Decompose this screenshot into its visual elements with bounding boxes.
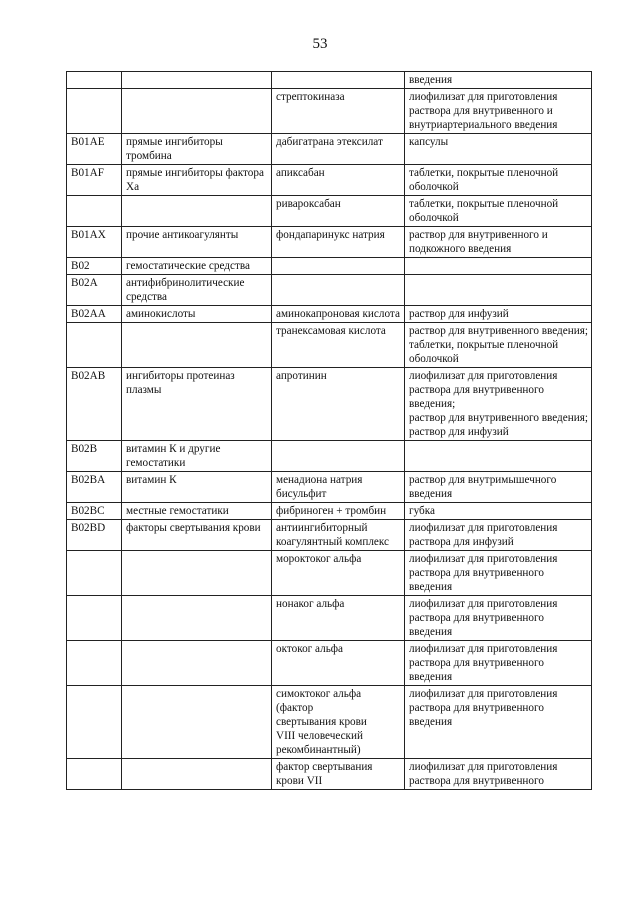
atc-code-cell: B02B xyxy=(67,441,122,472)
dosage-form-cell: лиофилизат для приготовления раствора для внутривенного введения xyxy=(405,686,592,759)
dosage-form-cell: раствор для внутримышечного введения xyxy=(405,472,592,503)
atc-code-cell: B01AX xyxy=(67,227,122,258)
table-row xyxy=(67,686,592,759)
dosage-form-cell: лиофилизат для приготовления раствора для внутривенного xyxy=(405,759,592,790)
anatomical-group-cell: факторы свертывания крови xyxy=(122,520,272,551)
drug-name-cell: симоктоког альфа (фактор свертывания крови VIII человеческий рекомбинантный) xyxy=(272,686,405,759)
drug-name-cell: дабигатрана этексилат xyxy=(272,134,405,165)
atc-code-cell: B01AE xyxy=(67,134,122,165)
drug-name-cell xyxy=(272,275,405,306)
drug-name-cell: стрептокиназа xyxy=(272,89,405,134)
anatomical-group-cell: витамин К xyxy=(122,472,272,503)
atc-code-cell: B02BA xyxy=(67,472,122,503)
table-row xyxy=(67,641,592,686)
table-row xyxy=(67,165,592,196)
anatomical-group-cell xyxy=(122,551,272,596)
dosage-form-cell xyxy=(405,275,592,306)
anatomical-group-cell xyxy=(122,686,272,759)
dosage-form-cell: раствор для внутривенного введения; таблетки, покрытые пленочной оболочкой xyxy=(405,323,592,368)
dosage-form-cell: губка xyxy=(405,503,592,520)
atc-code-cell: B02AB xyxy=(67,368,122,441)
drug-name-cell: фактор свертывания крови VII xyxy=(272,759,405,790)
table-row xyxy=(67,551,592,596)
table-row xyxy=(67,275,592,306)
drug-name-cell: фибриноген + тромбин xyxy=(272,503,405,520)
table-row xyxy=(67,472,592,503)
anatomical-group-cell xyxy=(122,72,272,89)
table-row xyxy=(67,134,592,165)
drug-name-cell: мороктоког альфа xyxy=(272,551,405,596)
atc-code-cell: B02 xyxy=(67,258,122,275)
dosage-form-cell: лиофилизат для приготовления раствора для внутривенного введения xyxy=(405,596,592,641)
atc-code-cell xyxy=(67,323,122,368)
atc-code-cell: B02A xyxy=(67,275,122,306)
table-row xyxy=(67,258,592,275)
atc-code-cell: B01AF xyxy=(67,165,122,196)
table-row xyxy=(67,89,592,134)
drug-table xyxy=(66,71,592,790)
drug-name-cell: апротинин xyxy=(272,368,405,441)
drug-name-cell: менадиона натрия бисульфит xyxy=(272,472,405,503)
dosage-form-cell: лиофилизат для приготовления раствора для внутривенного введения xyxy=(405,641,592,686)
anatomical-group-cell: прямые ингибиторы тромбина xyxy=(122,134,272,165)
anatomical-group-cell xyxy=(122,759,272,790)
dosage-form-cell: лиофилизат для приготовления раствора для внутривенного введения; раствор для внутривенного введения; раствор для инфузий xyxy=(405,368,592,441)
table-row xyxy=(67,196,592,227)
drug-name-cell: октоког альфа xyxy=(272,641,405,686)
atc-code-cell: B02AA xyxy=(67,306,122,323)
table-row xyxy=(67,368,592,441)
anatomical-group-cell xyxy=(122,323,272,368)
table-row xyxy=(67,503,592,520)
anatomical-group-cell: витамин К и другие гемостатики xyxy=(122,441,272,472)
table-body xyxy=(67,72,592,790)
drug-name-cell xyxy=(272,72,405,89)
dosage-form-cell: таблетки, покрытые пленочной оболочкой xyxy=(405,165,592,196)
table-row xyxy=(67,759,592,790)
dosage-form-cell xyxy=(405,441,592,472)
dosage-form-cell: лиофилизат для приготовления раствора для инфузий xyxy=(405,520,592,551)
table-row xyxy=(67,596,592,641)
anatomical-group-cell: ингибиторы протеиназ плазмы xyxy=(122,368,272,441)
anatomical-group-cell xyxy=(122,89,272,134)
anatomical-group-cell: аминокислоты xyxy=(122,306,272,323)
anatomical-group-cell xyxy=(122,196,272,227)
table-row xyxy=(67,227,592,258)
anatomical-group-cell: прочие антикоагулянты xyxy=(122,227,272,258)
drug-name-cell: аминокапроновая кислота xyxy=(272,306,405,323)
table-row xyxy=(67,441,592,472)
atc-code-cell xyxy=(67,641,122,686)
table-row xyxy=(67,72,592,89)
atc-code-cell xyxy=(67,196,122,227)
dosage-form-cell: капсулы xyxy=(405,134,592,165)
atc-code-cell xyxy=(67,596,122,641)
table-row xyxy=(67,520,592,551)
atc-code-cell xyxy=(67,89,122,134)
drug-name-cell: транексамовая кислота xyxy=(272,323,405,368)
atc-code-cell xyxy=(67,72,122,89)
atc-code-cell xyxy=(67,759,122,790)
atc-code-cell xyxy=(67,551,122,596)
drug-name-cell: апиксабан xyxy=(272,165,405,196)
drug-name-cell xyxy=(272,258,405,275)
dosage-form-cell: раствор для внутривенного и подкожного введения xyxy=(405,227,592,258)
anatomical-group-cell xyxy=(122,596,272,641)
dosage-form-cell: лиофилизат для приготовления раствора для внутривенного введения xyxy=(405,551,592,596)
drug-name-cell: ривароксабан xyxy=(272,196,405,227)
table-row xyxy=(67,323,592,368)
page-number: 53 xyxy=(312,36,328,52)
dosage-form-cell: таблетки, покрытые пленочной оболочкой xyxy=(405,196,592,227)
drug-name-cell: нонаког альфа xyxy=(272,596,405,641)
dosage-form-cell: раствор для инфузий xyxy=(405,306,592,323)
anatomical-group-cell: гемостатические средства xyxy=(122,258,272,275)
anatomical-group-cell: антифибринолитические средства xyxy=(122,275,272,306)
anatomical-group-cell: местные гемостатики xyxy=(122,503,272,520)
anatomical-group-cell xyxy=(122,641,272,686)
anatomical-group-cell: прямые ингибиторы фактора Ха xyxy=(122,165,272,196)
dosage-form-cell: введения xyxy=(405,72,592,89)
drug-name-cell: фондапаринукс натрия xyxy=(272,227,405,258)
dosage-form-cell xyxy=(405,258,592,275)
atc-code-cell: B02BD xyxy=(67,520,122,551)
atc-code-cell xyxy=(67,686,122,759)
atc-code-cell: B02BC xyxy=(67,503,122,520)
dosage-form-cell: лиофилизат для приготовления раствора для внутривенного и внутриартериального введения xyxy=(405,89,592,134)
drug-name-cell xyxy=(272,441,405,472)
drug-name-cell: антиингибиторный коагулянтный комплекс xyxy=(272,520,405,551)
table-row xyxy=(67,306,592,323)
